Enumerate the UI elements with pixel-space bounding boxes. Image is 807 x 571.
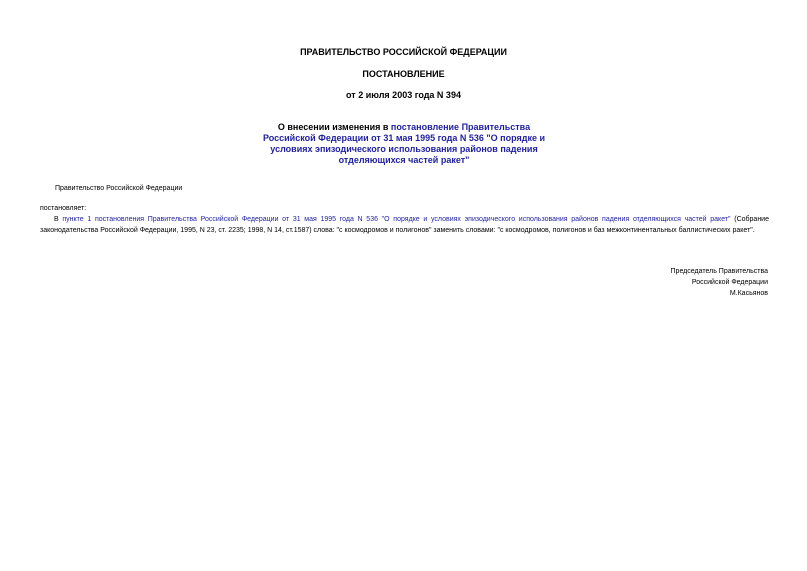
- government-name: Правительство Российской Федерации: [55, 185, 183, 192]
- document-type: ПОСТАНОВЛЕНИЕ: [362, 69, 445, 79]
- document-title: [254, 122, 554, 166]
- government-header: ПРАВИТЕЛЬСТВО РОССИЙСКОЙ ФЕДЕРАЦИИ: [300, 47, 507, 57]
- paragraph-prefix: В: [54, 216, 63, 223]
- paragraph-rest: (Собрание законодательства Российской Федерации, 1995, N 23, ст. 2235; 1998, N 14, ст.1587) слова: "с космодромов и полигонов" заменить словами: "с космодромов, полигонов и баз межконтинентальных баллистических ракет".: [40, 216, 769, 234]
- signature-title-line1: Председатель Правительства: [670, 268, 768, 275]
- signature-title-line2: Российской Федерации: [691, 279, 768, 286]
- signature-name: М.Касьянов: [729, 290, 768, 297]
- paragraph-link[interactable]: пункте 1 постановления Правительства Российской Федерации от 31 мая 1995 года N 536 "О порядке и условиях эпизодического использования районов падения отделяющихся частей ракет": [62, 216, 731, 223]
- document-title-prefix: О внесении изменения в: [277, 122, 391, 132]
- signature-block: [671, 266, 768, 299]
- resolution-paragraph: [40, 214, 769, 236]
- document-date-number: от 2 июля 2003 года N 394: [346, 90, 461, 100]
- document-title-link[interactable]: постановление Правительства Российской Федерации от 31 мая 1995 года N 536 "О порядке и условиях эпизодического использования районов падения отделяющихся частей ракет": [262, 122, 545, 165]
- resolves-word: постановляет:: [40, 205, 87, 212]
